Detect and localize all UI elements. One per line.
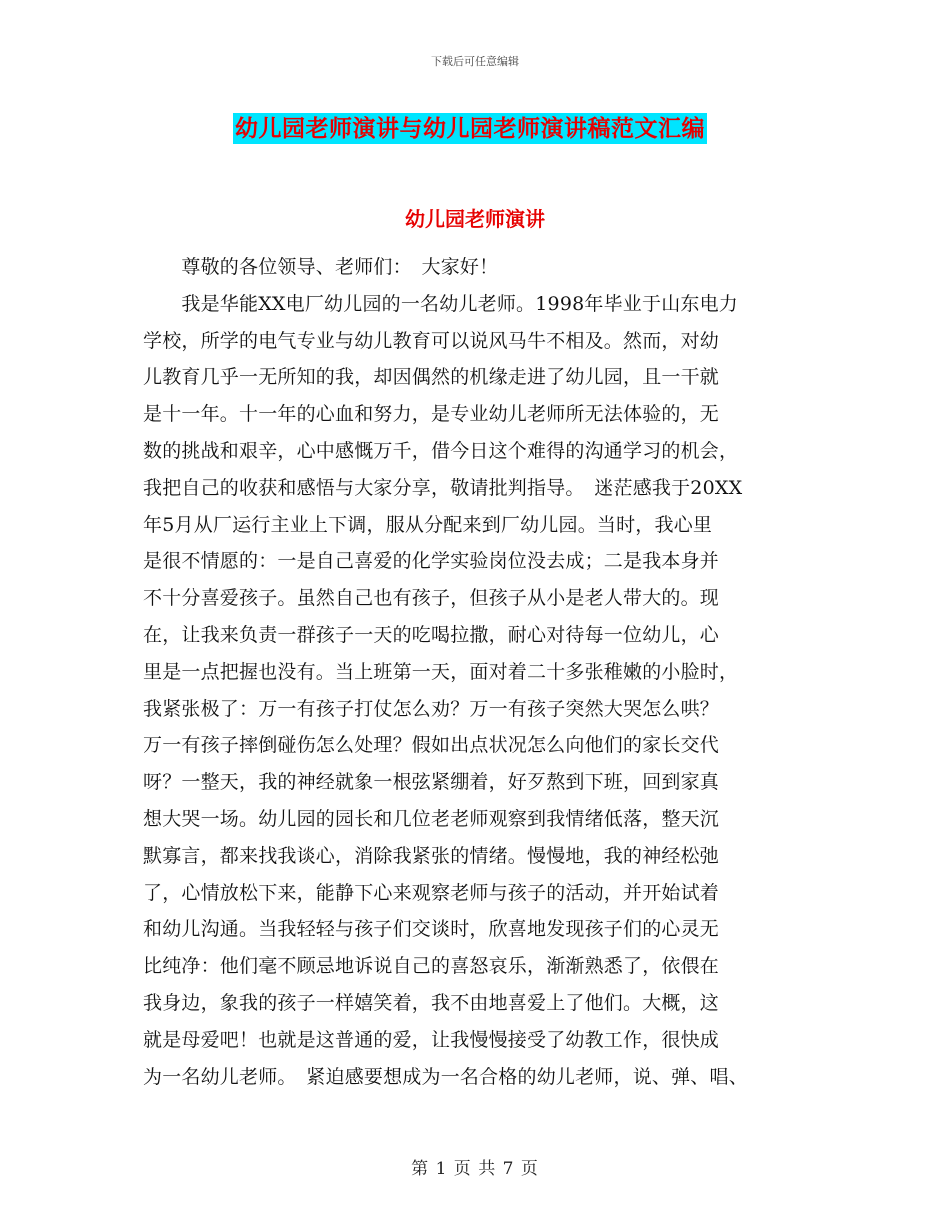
body-line: 我身边，象我的孩子一样嬉笑着，我不由地喜爱上了他们。大概，这 bbox=[143, 991, 720, 1014]
body-line: 了，心情放松下来，能静下心来观察老师与孩子的活动，并开始试着 bbox=[143, 881, 720, 904]
body-line: 尊敬的各位领导、老师们： 大家好！ bbox=[143, 256, 499, 278]
body-line: 儿教育几乎一无所知的我，却因偶然的机缘走进了幼儿园，且一干就 bbox=[143, 366, 720, 389]
body-line: 我是华能XX电厂幼儿园的一名幼儿老师。1998年毕业于山东电力 bbox=[143, 292, 739, 315]
body-line: 在，让我来负责一群孩子一天的吃喝拉撒，耐心对待每一位幼儿，心 bbox=[143, 623, 720, 646]
body-line: 学校，所学的电气专业与幼儿教育可以说风马牛不相及。然而，对幼 bbox=[143, 329, 720, 352]
body-line: 默寡言，都来找我谈心，消除我紧张的情绪。慢慢地，我的神经松弛 bbox=[143, 844, 720, 867]
page-footer: 第 1 页 共 7 页 bbox=[411, 1159, 539, 1179]
body-line: 不十分喜爱孩子。虽然自己也有孩子，但孩子从小是老人带大的。现 bbox=[143, 587, 720, 610]
document-title: 幼儿园老师演讲与幼儿园老师演讲稿范文汇编 bbox=[235, 115, 705, 142]
body-line: 年5月从厂运行主业上下调，服从分配来到厂幼儿园。当时，我心里 bbox=[143, 513, 713, 536]
body-line: 是很不情愿的：一是自己喜爱的化学实验岗位没去成；二是我本身并 bbox=[143, 550, 720, 573]
header-note: 下载后可任意编辑 bbox=[431, 55, 519, 68]
body-line: 想大哭一场。幼儿园的园长和几位老老师观察到我情绪低落，整天沉 bbox=[143, 807, 720, 830]
body-line: 我紧张极了：万一有孩子打仗怎么劝？万一有孩子突然大哭怎么哄？ bbox=[143, 697, 720, 720]
body-text bbox=[143, 249, 823, 1095]
body-line: 为一名幼儿老师。 紧迫感要想成为一名合格的幼儿老师，说、弹、唱、 bbox=[143, 1065, 748, 1088]
body-line: 数的挑战和艰辛，心中感慨万千，借今日这个难得的沟通学习的机会， bbox=[143, 439, 739, 462]
body-line: 就是母爱吧！也就是这普通的爱，让我慢慢接受了幼教工作，很快成 bbox=[143, 1028, 720, 1051]
body-line: 和幼儿沟通。当我轻轻与孩子们交谈时，欣喜地发现孩子们的心灵无 bbox=[143, 918, 720, 941]
body-line: 呀？一整天，我的神经就象一根弦紧绷着，好歹熬到下班，回到家真 bbox=[143, 771, 720, 794]
body-line: 我把自己的收获和感悟与大家分享，敬请批判指导。 迷茫感我于20XX bbox=[143, 476, 743, 499]
body-line: 万一有孩子摔倒碰伤怎么处理？假如出点状况怎么向他们的家长交代 bbox=[143, 734, 720, 757]
section-heading: 幼儿园老师演讲 bbox=[405, 207, 545, 231]
body-line: 比纯净：他们毫不顾忌地诉说自己的喜怒哀乐，渐渐熟悉了，依偎在 bbox=[143, 955, 720, 978]
body-line: 是十一年。十一年的心血和努力，是专业幼儿老师所无法体验的，无 bbox=[143, 403, 720, 426]
body-line: 里是一点把握也没有。当上班第一天，面对着二十多张稚嫩的小脸时， bbox=[143, 660, 739, 683]
